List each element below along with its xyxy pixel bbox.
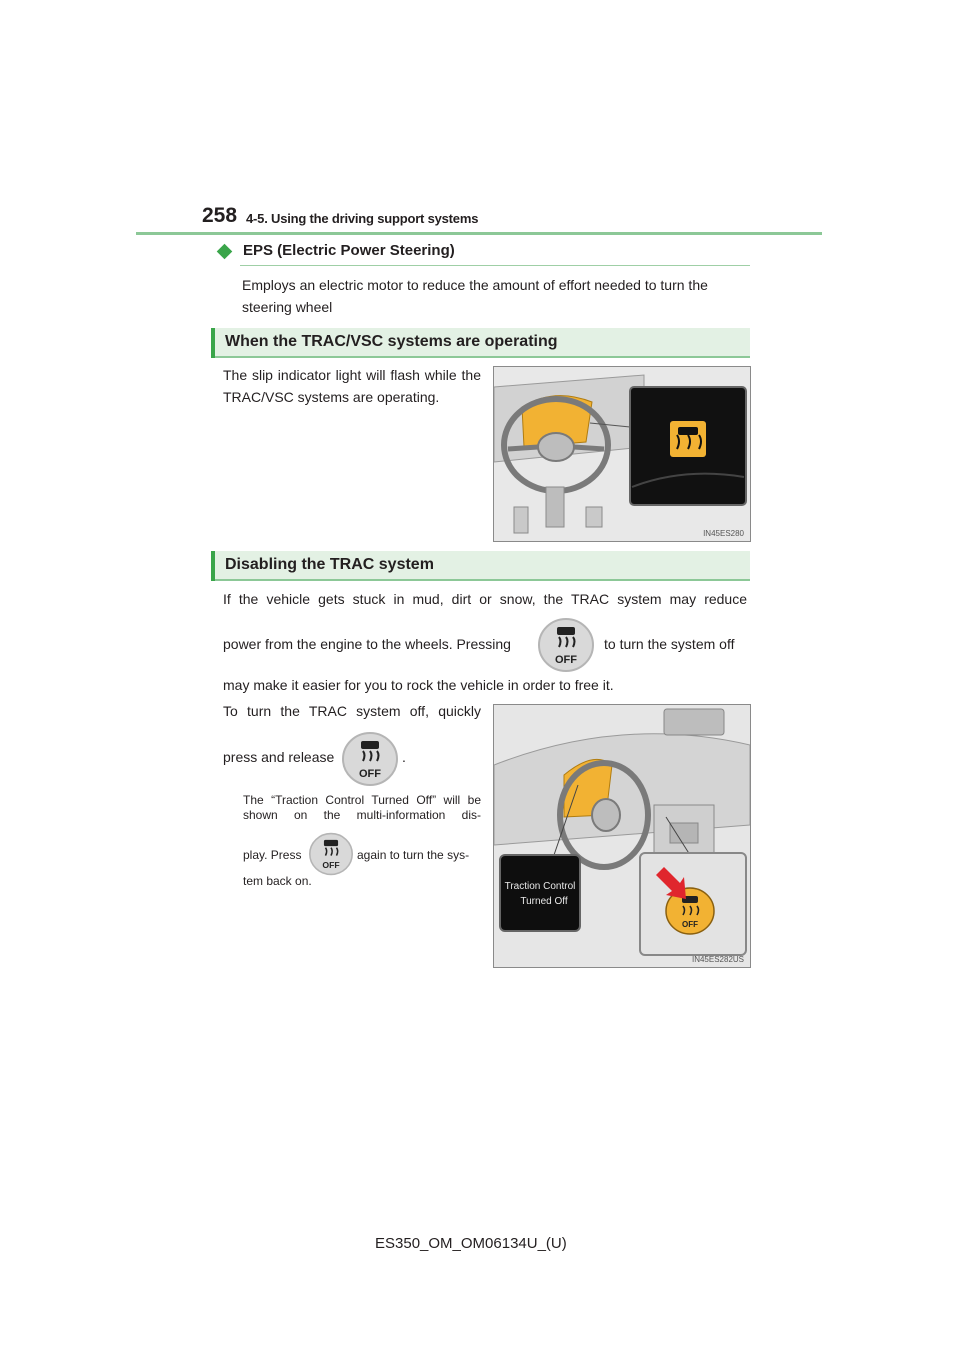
note-line-2b: again to turn the sys- [357, 848, 470, 862]
note-line-3: tem back on. [243, 874, 312, 888]
section-header-title: When the TRAC/VSC systems are operating [225, 333, 558, 350]
svg-text:OFF: OFF [682, 920, 698, 929]
vsc-off-button-icon [341, 731, 399, 792]
vsc-off-button-icon [537, 617, 595, 678]
eps-heading: EPS (Electric Power Steering) [243, 242, 455, 259]
display-text-line-2: Turned Off [520, 896, 568, 907]
note-line-1: The “Traction Control Turned Off” will be shown on the multi-information dis- [243, 793, 481, 822]
svg-text:OFF: OFF [359, 768, 381, 780]
svg-text:OFF: OFF [555, 654, 577, 666]
section-header-rule [215, 356, 750, 358]
section-header-disabling-trac [211, 551, 750, 581]
trac-off-illustration [493, 704, 751, 968]
cockpit-drawing [494, 367, 750, 541]
note-line-2a: play. Press [243, 848, 302, 862]
section-title: 4-5. Using the driving support systems [246, 211, 479, 226]
disable-paragraph-line-1: If the vehicle gets stuck in mud, dirt or snow, the TRAC system may reduce [223, 591, 747, 607]
section-header-title: Disabling the TRAC system [225, 556, 434, 573]
disable-paragraph-line-3: may make it easier for you to rock the vehicle in order to free it. [223, 677, 614, 693]
illustration-code: IN45ES282US [691, 955, 744, 964]
disable-paragraph-line-2b: to turn the system off [604, 636, 735, 652]
diamond-bullet-icon [217, 244, 233, 260]
slip-indicator-illustration [493, 366, 751, 542]
disable-paragraph-line-2a: power from the engine to the wheels. Pressing [223, 636, 511, 652]
slip-indicator-paragraph: The slip indicator light will flash while the TRAC/VSC systems are operating. [223, 367, 481, 405]
vsc-off-button-icon [308, 832, 354, 881]
section-header-rule [215, 579, 750, 581]
svg-text:OFF: OFF [322, 860, 340, 871]
dashboard-drawing [494, 705, 750, 967]
quick-press-line-1: To turn the TRAC system off, quickly [223, 703, 481, 719]
quick-press-line-2: press and release [223, 749, 335, 765]
header-divider [136, 232, 822, 235]
page-number: 258 [202, 204, 238, 227]
document-id: ES350_OM_OM06134U_(U) [375, 1235, 567, 1252]
eps-divider [240, 265, 750, 266]
section-header-trac-vsc-operating [211, 328, 750, 358]
quick-press-period: . [402, 749, 406, 765]
eps-description: Employs an electric motor to reduce the amount of effort needed to turn the steering wheel [242, 277, 708, 315]
display-text-line-1: Traction Control [504, 881, 576, 892]
illustration-code: IN45ES280 [703, 529, 744, 538]
